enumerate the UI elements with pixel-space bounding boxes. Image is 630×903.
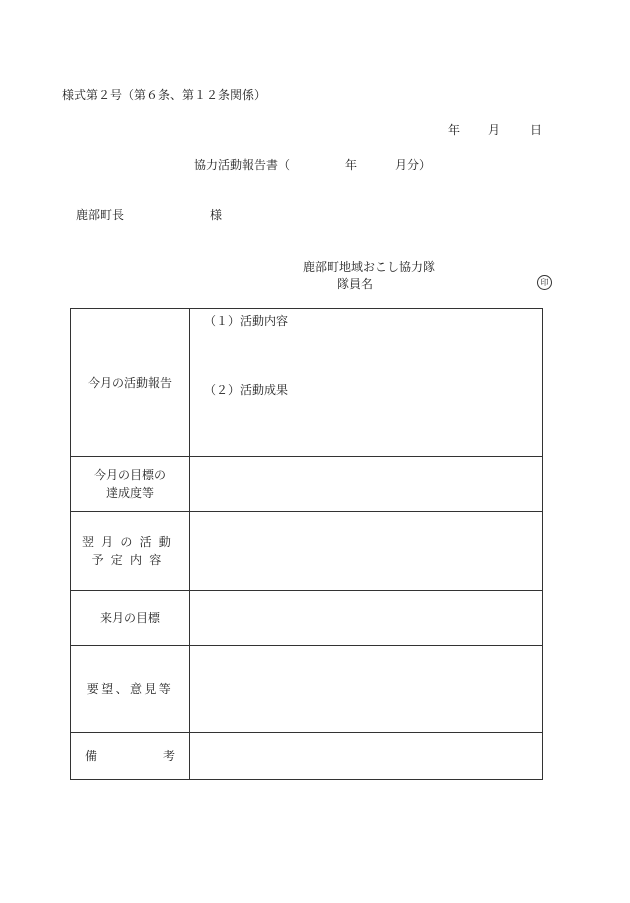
table-row: [71, 591, 543, 646]
table-row: [71, 646, 543, 733]
goal-achievement-cell[interactable]: [190, 457, 543, 512]
activity-result-heading: （２）活動成果: [204, 383, 289, 397]
next-month-goal-label: 来月の目標: [71, 591, 190, 646]
date-day-label: 日: [530, 123, 543, 137]
sender-organization: 鹿部町地域おこし協力隊: [303, 260, 436, 274]
next-month-plan-label-line2: 予定内容: [91, 553, 169, 567]
requests-opinions-label: [71, 646, 190, 733]
goal-achievement-label-line2: 達成度等: [105, 486, 154, 500]
activity-content-heading: （１）活動内容: [204, 314, 289, 328]
next-month-goal-cell[interactable]: [190, 591, 543, 646]
next-month-plan-label-line1: 翌月の活動: [81, 535, 178, 549]
member-name-label: 隊員名: [337, 277, 374, 291]
next-month-plan-cell[interactable]: [190, 512, 543, 591]
table-row: [71, 309, 543, 457]
remarks-label-part-b: 考: [162, 749, 175, 763]
goal-achievement-label: [71, 457, 190, 512]
seal-stamp-icon: 印: [537, 275, 552, 290]
remarks-cell[interactable]: [190, 733, 543, 780]
activity-report-cell[interactable]: [190, 309, 543, 457]
goal-achievement-label-line1: 今月の目標の: [93, 468, 166, 482]
requests-opinions-cell[interactable]: [190, 646, 543, 733]
form-number: 様式第２号（第６条、第１２条関係）: [62, 88, 267, 102]
report-table: [70, 308, 543, 780]
addressee-honorific: 様: [210, 208, 223, 222]
date-year-label: 年: [448, 123, 461, 137]
title-year-label: 年: [345, 158, 358, 172]
title-month-label: 月分）: [395, 158, 432, 172]
addressee-name: 鹿部町長: [76, 208, 125, 222]
date-month-label: 月: [488, 123, 501, 137]
table-row: [71, 512, 543, 591]
activity-report-label: 今月の活動報告: [71, 309, 190, 457]
table-row: [71, 457, 543, 512]
requests-opinions-label-text: 要望、意見等: [86, 682, 174, 696]
next-month-plan-label: [71, 512, 190, 591]
remarks-label: [71, 733, 190, 780]
table-row: [71, 733, 543, 780]
document-title: 協力活動報告書（: [194, 158, 291, 172]
remarks-label-part-a: 備: [85, 749, 98, 763]
